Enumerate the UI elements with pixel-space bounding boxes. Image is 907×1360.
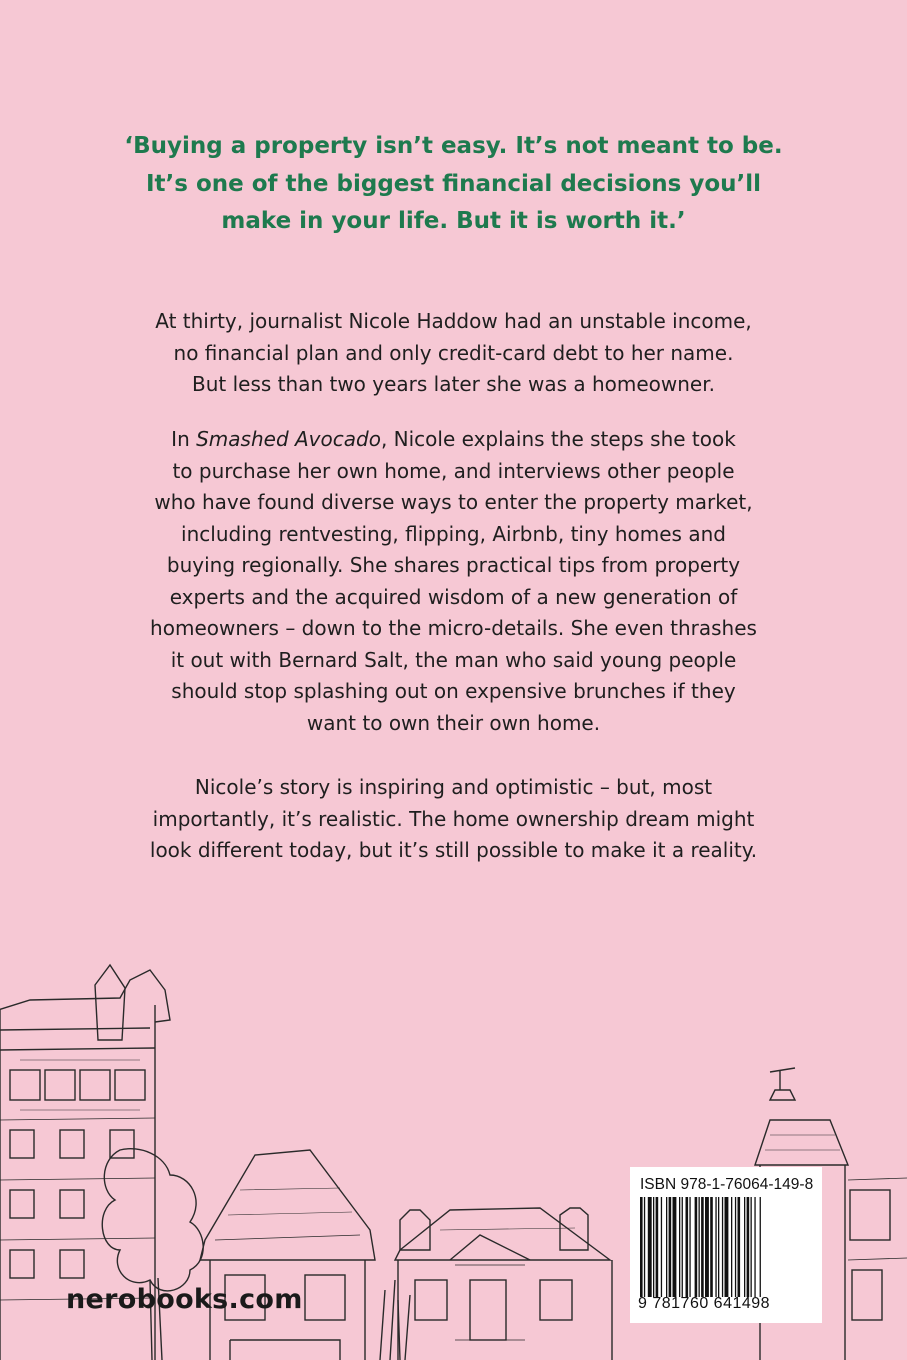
blurb-line: homeowners – down to the micro-details. She even thrashes — [150, 616, 757, 640]
blurb-line: it out with Bernard Salt, the man who said young people — [170, 647, 737, 672]
blurb-line — [60, 424, 847, 456]
isbn-barcode-digits: 9 781760 641498 — [638, 1295, 771, 1312]
blurb-text: , Nicole explains the steps she took — [380, 427, 736, 451]
blurb-line: Nicole’s story is inspiring and optimistic – but, most — [194, 775, 713, 799]
barcode-graphic — [638, 1197, 814, 1297]
isbn-label: ISBN 978-1-76064-149-8 — [640, 1176, 814, 1193]
grass-drawing — [380, 1280, 410, 1360]
blurb-line: should stop splashing out on expensive brunches if they — [171, 679, 736, 703]
blurb-line: to purchase her own home, and interviews other people — [172, 458, 735, 483]
blurb-paragraph-3 — [60, 772, 847, 867]
blurb-line: who have found diverse ways to enter the property market, — [154, 490, 753, 514]
blurb-line: including rentvesting, flipping, Airbnb, tiny homes and — [181, 521, 726, 546]
quote-line: make in your life. But it is worth it.’ — [221, 208, 686, 234]
blurb-line: look different today, but it’s still possible to make it a reality. — [149, 838, 758, 862]
blurb-line: importantly, it’s realistic. The home ownership dream might — [152, 806, 755, 831]
blurb-line: At thirty, journalist Nicole Haddow had an unstable income, — [155, 309, 752, 333]
pull-quote — [60, 128, 847, 241]
blurb-text: In — [171, 427, 197, 451]
blurb-line: But less than two years later she was a homeowner. — [192, 372, 715, 396]
quote-line: It’s one of the biggest financial decisions you’ll — [145, 170, 762, 197]
blurb-line: experts and the acquired wisdom of a new generation of — [169, 584, 738, 609]
isbn-barcode-panel — [630, 1167, 822, 1323]
cottage-drawing — [200, 1150, 375, 1360]
blurb-line: buying regionally. She shares practical tips from property — [166, 553, 741, 577]
blurb-line: no financial plan and only credit-card debt to her name. — [173, 340, 734, 365]
blurb-paragraph-2 — [60, 424, 847, 739]
blurb-paragraph-1 — [60, 306, 847, 401]
publisher-website: nerobooks.com — [66, 1284, 303, 1315]
quote-line: ‘Buying a property isn’t easy. It’s not meant to be. — [124, 133, 783, 159]
blurb-line: want to own their own home. — [306, 710, 601, 735]
book-title: Smashed Avocado — [196, 427, 381, 451]
tree-drawing — [102, 1149, 203, 1360]
federation-house-drawing — [395, 1208, 612, 1360]
